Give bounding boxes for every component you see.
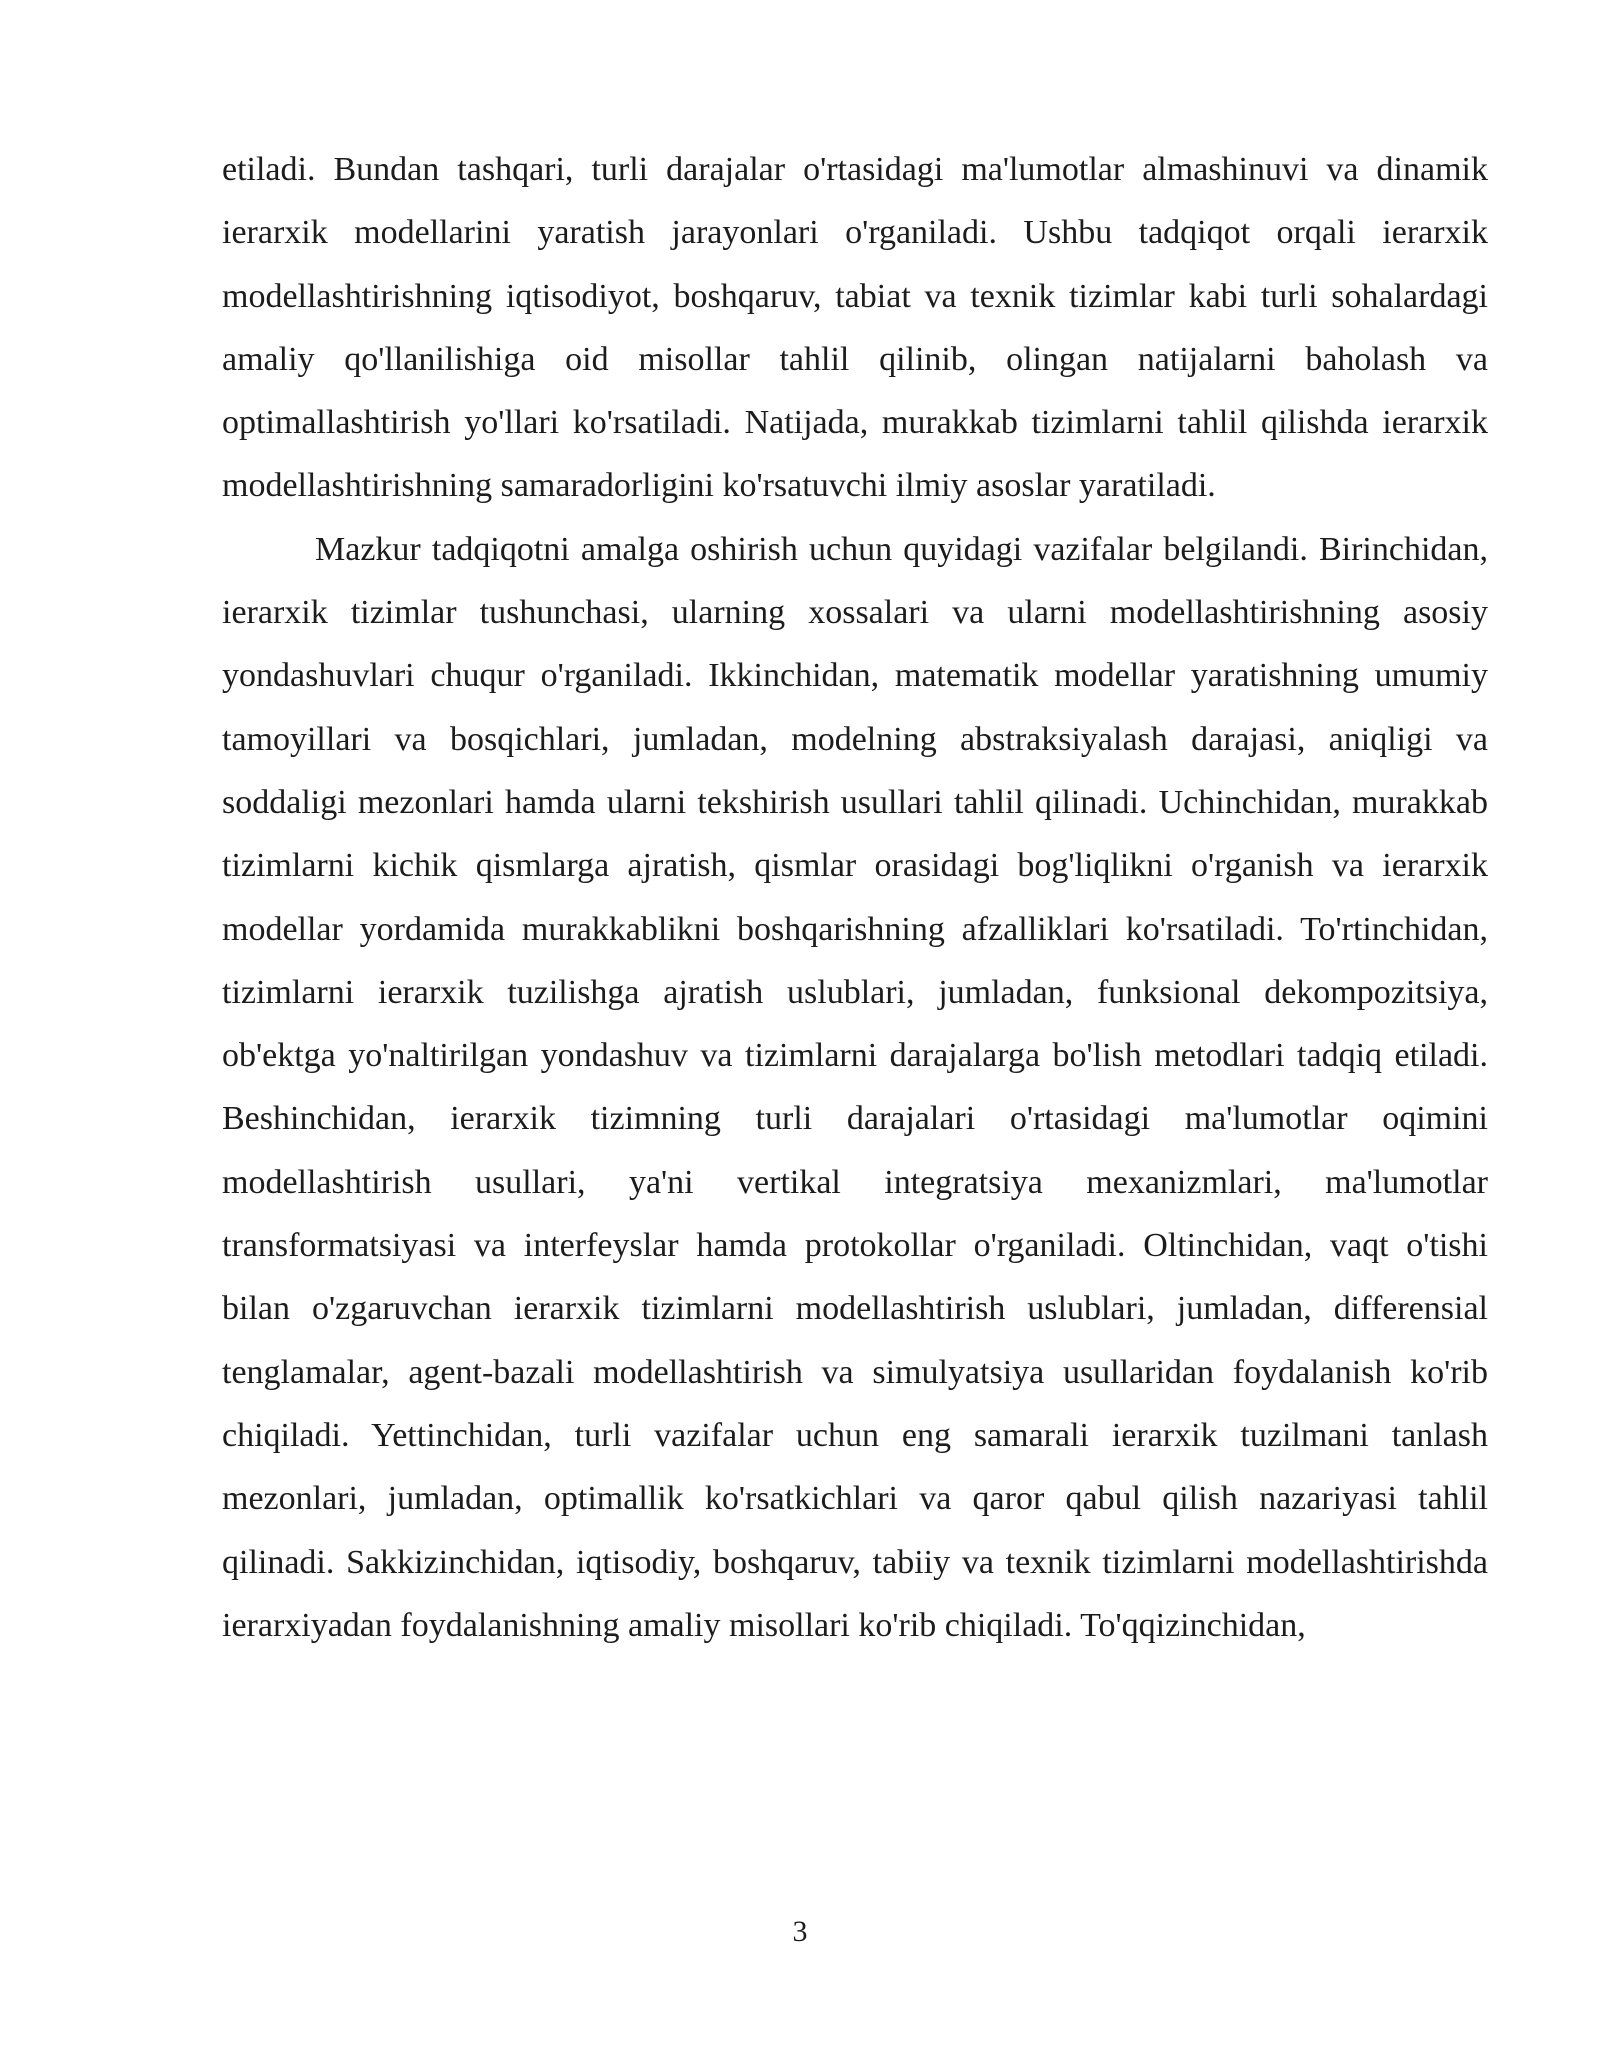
body-text	[222, 138, 1488, 1657]
paragraph-continuation: etiladi. Bundan tashqari, turli darajalar o'rtasidagi ma'lumotlar almashinuvi va dinamik ierarxik modellarini yaratish jarayonlari o'rganiladi. Ushbu tadqiqot orqali ierarxik modellashtirishning iqtisodiyot, boshqaruv, tabiat va texnik tizimlar kabi turli sohalardagi amaliy qo'llanilishiga oid misollar tahlil qilinib, olingan natijalarni baholash va optimallashtirish yo'llari ko'rsatiladi. Natijada, murakkab tizimlarni tahlil qilishda ierarxik modellashtirishning samaradorligini ko'rsatuvchi ilmiy asoslar yaratiladi.	[222, 151, 1488, 505]
page-number: 3	[792, 1915, 808, 1948]
paragraph-tasks: Mazkur tadqiqotni amalga oshirish uchun quyidagi vazifalar belgilandi. Birinchidan, ierarxik tizimlar tushunchasi, ularning xossalari va ularni modellashtirishning asosiy yondashuvlari chuqur o'rganiladi. Ikkinchidan, matematik modellar yaratishning umumiy tamoyillari va bosqichlari, jumladan, modelning abstraksiyalash darajasi, aniqligi va soddaligi mezonlari hamda ularni tekshirish usullari tahlil qilinadi. Uchinchidan, murakkab tizimlarni kichik qismlarga ajratish, qismlar orasidagi bog'liqlikni o'rganish va ierarxik modellar yordamida murakkablikni boshqarishning afzalliklari ko'rsatiladi. To'rtinchidan, tizimlarni ierarxik tuzilishga ajratish uslublari, jumladan, funksional dekompozitsiya, ob'ektga yo'naltirilgan yondashuv va tizimlarni darajalarga bo'lish metodlari tadqiq etiladi. Beshinchidan, ierarxik tizimning turli darajalari o'rtasidagi ma'lumotlar oqimini modellashtirish usullari, ya'ni vertikal integratsiya mexanizmlari, ma'lumotlar transformatsiyasi va interfeyslar hamda protokollar o'rganiladi. Oltinchidan, vaqt o'tishi bilan o'zgaruvchan ierarxik tizimlarni modellashtirish uslublari, jumladan, differensial tenglamalar, agent-bazali modellashtirish va simulyatsiya usullaridan foydalanish ko'rib chiqiladi. Yettinchidan, turli vazifalar uchun eng samarali ierarxik tuzilmani tanlash mezonlari, jumladan, optimallik ko'rsatkichlari va qaror qabul qilish nazariyasi tahlil qilinadi. Sakkizinchidan, iqtisodiy, boshqaruv, tabiiy va texnik tizimlarni modellashtirishda ierarxiyadan foydalanishning amaliy misollari ko'rib chiqiladi. To'qqizinchidan,	[222, 530, 1488, 1644]
